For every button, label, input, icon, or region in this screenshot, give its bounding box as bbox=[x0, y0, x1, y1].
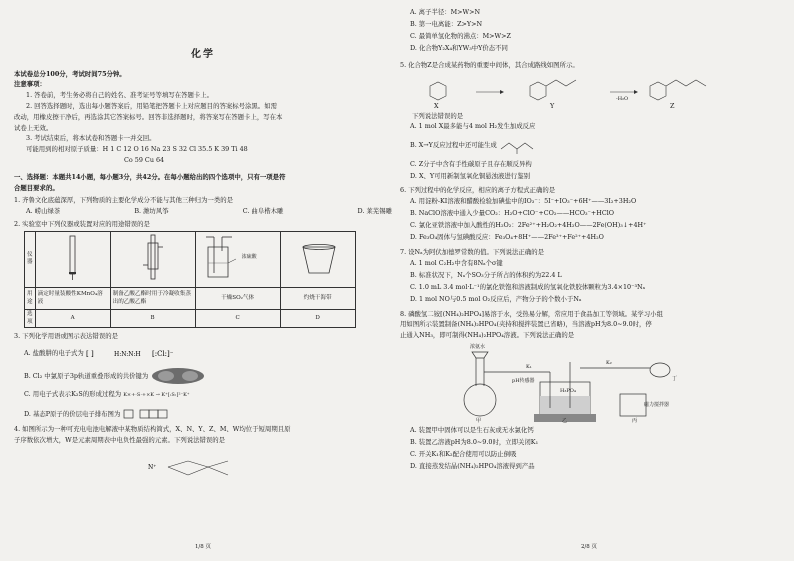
orbital-diagram bbox=[120, 408, 180, 420]
q3-option-b bbox=[14, 366, 392, 386]
option-d: D. 莱芜锡雕 bbox=[357, 207, 392, 216]
q8-option-d: D. 直接蒸发结晶(NH₄)₂HPO₄溶液得到产品 bbox=[410, 462, 535, 471]
apparatus-table bbox=[24, 231, 356, 329]
svg-text:N⁺: N⁺ bbox=[148, 463, 157, 471]
q4-option-c: C. 最简单氢化物的沸点：M>W>Z bbox=[410, 32, 511, 41]
question-2: 2. 实验室中下列仪器或装置对应的用途错误的是 bbox=[14, 219, 150, 228]
label-conc-sulfuric: 浓硫酸 bbox=[241, 253, 257, 260]
label-bing: 丙 bbox=[632, 418, 638, 425]
exam-title: 化学 bbox=[191, 49, 215, 60]
q5-option-b bbox=[400, 134, 778, 156]
label-x: X bbox=[434, 101, 439, 110]
note-line: Co 59 Cu 64 bbox=[124, 156, 165, 165]
label-condition: -H₂O bbox=[616, 95, 629, 102]
label-y: Y bbox=[550, 101, 555, 110]
note-line: 1. 答卷前，考生务必将自己的姓名、准考证号等填写在答题卡上。 bbox=[26, 91, 214, 100]
question-4: 4. 如图所示为一种可充电电池电解液中某物质结构简式，X、N、Y、Z、M、W均位于短周期且原 bbox=[14, 425, 291, 434]
option-b: B. 潍坊风筝 bbox=[134, 207, 169, 216]
question-5: 5. 化合物Z是合成某药物的重要中间体，其合成路线如图所示。 bbox=[400, 60, 579, 69]
q6-option-d: D. Fe₃O₄固体与氢碘酸反应：Fe₃O₄+8H⁺——2Fe³⁺+Fe²⁺+4H₂O bbox=[410, 233, 604, 242]
letter-c: C bbox=[195, 310, 280, 328]
q4-option-b: B. 第一电离能：Z>Y>N bbox=[410, 20, 483, 29]
q5-option-a: A. 1 mol X最多能与4 mol H₂发生加成反应 bbox=[410, 122, 536, 131]
use-c: 干燥SO₂气体 bbox=[195, 288, 280, 310]
k2s-formation-formula: K×+·S·+×K → K⁺[:S:]²⁻K⁺ bbox=[123, 391, 190, 398]
q5-option-c: C. Z分子中含有手性碳原子且存在顺反异构 bbox=[410, 159, 532, 168]
question-3: 3. 下列化学用语或图示表达错误的是 bbox=[14, 332, 118, 341]
question-8-cont2: 止通入NH₃，即可制得(NH₄)₂HPO₄溶液。下列说法正确的是 bbox=[400, 331, 575, 340]
letter-a: A bbox=[35, 310, 110, 328]
letter-d: D bbox=[280, 310, 355, 328]
q3-option-a-text: A. 盐酸肼的电子式为 bbox=[24, 348, 84, 357]
question-8: 8. 磷酸氢二铵[(NH₄)₂HPO₄]易溶于水，受热易分解，常应用于食品加工等领域。某学习小组 bbox=[400, 309, 663, 318]
page-number-right: 2/8 页 bbox=[580, 543, 598, 550]
q7-option-b: B. 标准状况下，Nₐ个SO₃分子所占的体积约为22.4 L bbox=[410, 270, 562, 279]
q4-option-d: D. 化合物Y₂X₄和YW₃中Y价态不同 bbox=[410, 44, 508, 53]
letter-b: B bbox=[110, 310, 195, 328]
apparatus-diagram bbox=[450, 342, 710, 426]
q3-option-a bbox=[14, 343, 392, 363]
use-d: 灼烧干海带 bbox=[280, 288, 355, 310]
page-number-left: 1/8 页 bbox=[194, 543, 212, 550]
q3-option-c-text: C. 用电子式表示K₂S的形成过程为 bbox=[24, 389, 122, 398]
table-head-use: 用途 bbox=[25, 288, 36, 310]
q7-option-a: A. 1 mol C₂H₂中含有8Nₐ个σ键 bbox=[410, 258, 503, 267]
q8-option-b: B. 装置乙溶液pH为8.0~9.0时，立即关闭K₁ bbox=[410, 438, 539, 447]
label-stirrer: 磁力搅拌器 bbox=[644, 402, 670, 409]
svg-text:[:Cl:]⁻: [:Cl:]⁻ bbox=[151, 350, 174, 358]
q5-option-b-text: B. X→Y反应过程中还可能生成 bbox=[410, 141, 497, 150]
note-line: 3. 考试结束后，将本试卷和答题卡一并交回。 bbox=[26, 134, 156, 143]
q7-option-c: C. 1.0 mL 3.4 mol·L⁻¹的氯化铁饱和溶液制成的氢氧化铁胶体颗粒为3.4×10⁻³Nₐ bbox=[410, 282, 646, 291]
question-6: 6. 下列过程中的化学反应，相应的离子方程式正确的是 bbox=[400, 186, 556, 195]
use-a: 滴定时量装酸性KMnO₄溶液 bbox=[35, 288, 110, 310]
question-4-cont: 子序数依次增大，W是元素周期表中电负性最强的元素。下列说法错误的是 bbox=[14, 436, 226, 444]
svg-text:H:N:N:H: H:N:N:H bbox=[113, 351, 141, 358]
question-1-options bbox=[14, 207, 392, 216]
q8-option-a: A. 装置甲中固体可以是生石灰或无水氯化钙 bbox=[410, 426, 534, 435]
hydrazine-electron-formula bbox=[84, 344, 174, 362]
q3-option-b-text: B. Cl₂ 中氯原子3p轨道重叠形成的共价键为 bbox=[24, 372, 149, 381]
q5-ask: 下列说法错误的是 bbox=[412, 111, 464, 120]
q3-option-c bbox=[14, 390, 392, 404]
label-k1: K₁ bbox=[526, 364, 532, 371]
label-k2: K₂ bbox=[606, 360, 612, 367]
orbital-overlap-figure bbox=[148, 367, 208, 385]
q8-apparatus-figure bbox=[400, 342, 778, 426]
q6-option-c: C. 氯化亚铁溶液中加入酸性的H₂O₂：2Fe²⁺+H₂O₂+4H₂O——2Fe(OH)₃↓+4H⁺ bbox=[410, 221, 647, 230]
crucible-figure bbox=[280, 231, 355, 288]
svg-text:[ ]: [ ] bbox=[85, 350, 94, 358]
table-head-option: 选项 bbox=[25, 310, 36, 328]
option-a: A. 崂山绿茶 bbox=[26, 207, 61, 216]
q6-option-a: A. 用淀粉-KI溶液和醋酸检验加碘盐中的IO₃⁻：5I⁻+IO₃⁻+6H⁺——3I₂+3H₂O bbox=[410, 197, 637, 206]
q4-structure-figure bbox=[144, 447, 264, 487]
condenser-figure bbox=[110, 231, 195, 288]
burette-figure bbox=[35, 231, 110, 288]
note-line: 可能用到的相对原子质量：H 1 C 12 O 16 Na 23 S 32 Cl 35.5 K 39 Ti 48 bbox=[26, 145, 248, 154]
q3-option-d-text: D. 基态P原子的价层电子排布图为 bbox=[24, 409, 121, 418]
question-7: 7. 设Nₐ为阿伏加德罗常数的值。下列说法正确的是 bbox=[400, 248, 544, 257]
question-1: 1. 齐鲁文化底蕴深厚，下列物质的主要化学成分不能与其他三种归为一类的是 bbox=[14, 196, 234, 205]
section-heading-cont: 合题目要求的。 bbox=[14, 183, 59, 192]
section-heading: 一、选择题：本题共14小题，每小题3分，共42分。在每小题给出的四个选项中，只有一项是符 bbox=[14, 172, 286, 181]
note-line: 2. 回答选择题时，选出每小题答案后，用铅笔把答题卡上对应题目的答案标号涂黑。如需 bbox=[26, 101, 277, 110]
option-c: C. 曲阜楷木雕 bbox=[242, 207, 284, 216]
gas-washing-bottle-icon bbox=[198, 233, 278, 283]
q5-option-d: D. X、Y可用新制氢氧化铜悬浊液进行鉴别 bbox=[410, 171, 530, 180]
page-left bbox=[14, 8, 392, 553]
label-h3po4: H₃PO₄ bbox=[560, 388, 576, 395]
use-b: 制备乙酸乙酯时用于冷凝收集蒸出的乙酸乙酯 bbox=[110, 288, 195, 310]
label-ph-sensor: pH传感器 bbox=[512, 378, 535, 385]
question-8-cont: 用如图所示装置制备(NH₄)₂HPO₄(夹持和搅拌装置已省略)，当溶液pH为8.0~9.0时，停 bbox=[400, 320, 652, 329]
page-right bbox=[400, 8, 778, 553]
condenser-icon bbox=[113, 233, 193, 283]
byproduct-structure bbox=[497, 135, 537, 155]
wash-bottle-figure bbox=[195, 231, 280, 288]
label-z: Z bbox=[670, 101, 675, 110]
label-conc-ammonia: 浓氨水 bbox=[470, 344, 486, 351]
label-jia: 甲 bbox=[476, 418, 482, 425]
q7-option-d: D. 1 mol NO与0.5 mol O₂反应后，产物分子的个数小于Nₐ bbox=[410, 294, 582, 303]
crucible-icon bbox=[283, 233, 353, 283]
note-line: 改动，用橡皮擦干净后，再选涂其它答案标号。回答非选择题时，将答案写在答题卡上，写在本 bbox=[14, 112, 283, 121]
note-line: 试卷上无效。 bbox=[14, 123, 53, 132]
q8-option-c: C. 开关K₁和K₂配合使用可以防止倒吸 bbox=[410, 450, 517, 459]
q3-option-d bbox=[14, 407, 392, 421]
q6-option-b: B. NaClO溶液中通入少量CO₂：H₂O+ClO⁻+CO₂——HCO₃⁻+HClO bbox=[410, 209, 614, 218]
label-ding: 丁 bbox=[672, 376, 678, 383]
table-head-apparatus: 仪器 bbox=[25, 231, 36, 288]
notice-title: 注意事项： bbox=[14, 80, 46, 89]
label-yi: 乙 bbox=[562, 418, 568, 425]
exam-info: 本试卷总分100分，考试时间75分钟。 bbox=[14, 69, 126, 78]
burette-icon bbox=[38, 233, 108, 283]
synthesis-route-figure bbox=[420, 72, 720, 112]
q5-synthesis-route bbox=[400, 72, 778, 112]
q4-option-a: A. 离子半径：M>W>N bbox=[410, 8, 481, 16]
